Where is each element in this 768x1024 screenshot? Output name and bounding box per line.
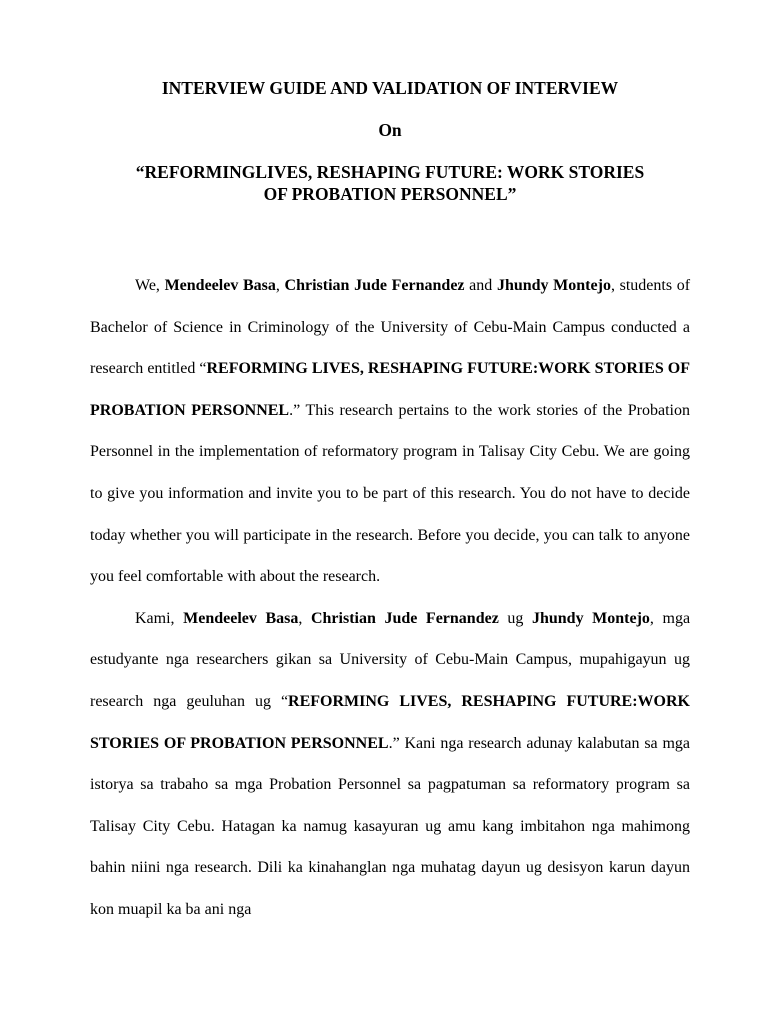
para1-text-3: and — [464, 277, 497, 294]
title-connector: On — [378, 120, 402, 140]
para1-text-1: We, — [135, 277, 165, 294]
researcher-name-3: Jhundy Montejo — [531, 609, 650, 627]
researcher-name-2: Christian Jude Fernandez — [284, 277, 465, 294]
researcher-name-1: Mendeelev Basa — [183, 609, 299, 627]
researcher-name-1: Mendeelev Basa — [164, 277, 276, 294]
researcher-name-3: Jhundy Montejo — [496, 277, 611, 294]
researcher-name-2: Christian Jude Fernandez — [310, 609, 499, 627]
cebuano-paragraph — [90, 598, 690, 931]
research-title-line-1: “REFORMINGLIVES, RESHAPING FUTURE: WORK STORIES — [135, 162, 645, 182]
para2-text-4: , mga estudyante nga researchers gikan sa University of Cebu-Main Campus, mupahigayun ug research nga geuluhan ug “ — [90, 609, 691, 710]
para1-text-5: .” This research pertains to the work stories of the Probation Personnel in the implementation of reformatory program in Talisay City Cebu. We are going to give you information and invite you to be part of this research. You do not have to decide today whether you will participate in the research. Before you decide, you can talk to anyone you feel comfortable with about the research. — [90, 401, 690, 586]
para1-research-title: REFORMING LIVES, RESHAPING FUTURE:WORK STORIES OF PROBATION PERSONNEL — [90, 360, 691, 419]
para2-text-2: , — [298, 609, 311, 627]
para2-research-title: REFORMING LIVES, RESHAPING FUTURE:WORK STORIES OF PROBATION PERSONNEL — [90, 692, 691, 752]
document-title: INTERVIEW GUIDE AND VALIDATION OF INTERVIEW — [161, 78, 619, 98]
para2-text-5: .” Kani nga research adunay kalabutan sa mga istorya sa trabaho sa mga Probation Personnel sa pagpatuman sa reformatory program sa Talisay City Cebu. Hatagan ka namug kasayuran ug amu kang imbitahon nga mahimong bahin niini nga research. Dili ka kinahanglan nga muhatag dayun ug desisyon karun dayun kon muapil ka ba ani nga — [90, 734, 690, 918]
para1-text-2: , — [275, 277, 285, 294]
para1-text-4: , students of Bachelor of Science in Criminology of the University of Cebu-Main Campus conducted a research entitled “ — [90, 277, 691, 378]
para2-text-3: ug — [498, 609, 532, 627]
english-paragraph — [90, 265, 690, 598]
research-title — [90, 161, 690, 205]
research-title-line-2: OF PROBATION PERSONNEL” — [263, 184, 517, 204]
para2-text-1: Kami, — [135, 609, 184, 627]
